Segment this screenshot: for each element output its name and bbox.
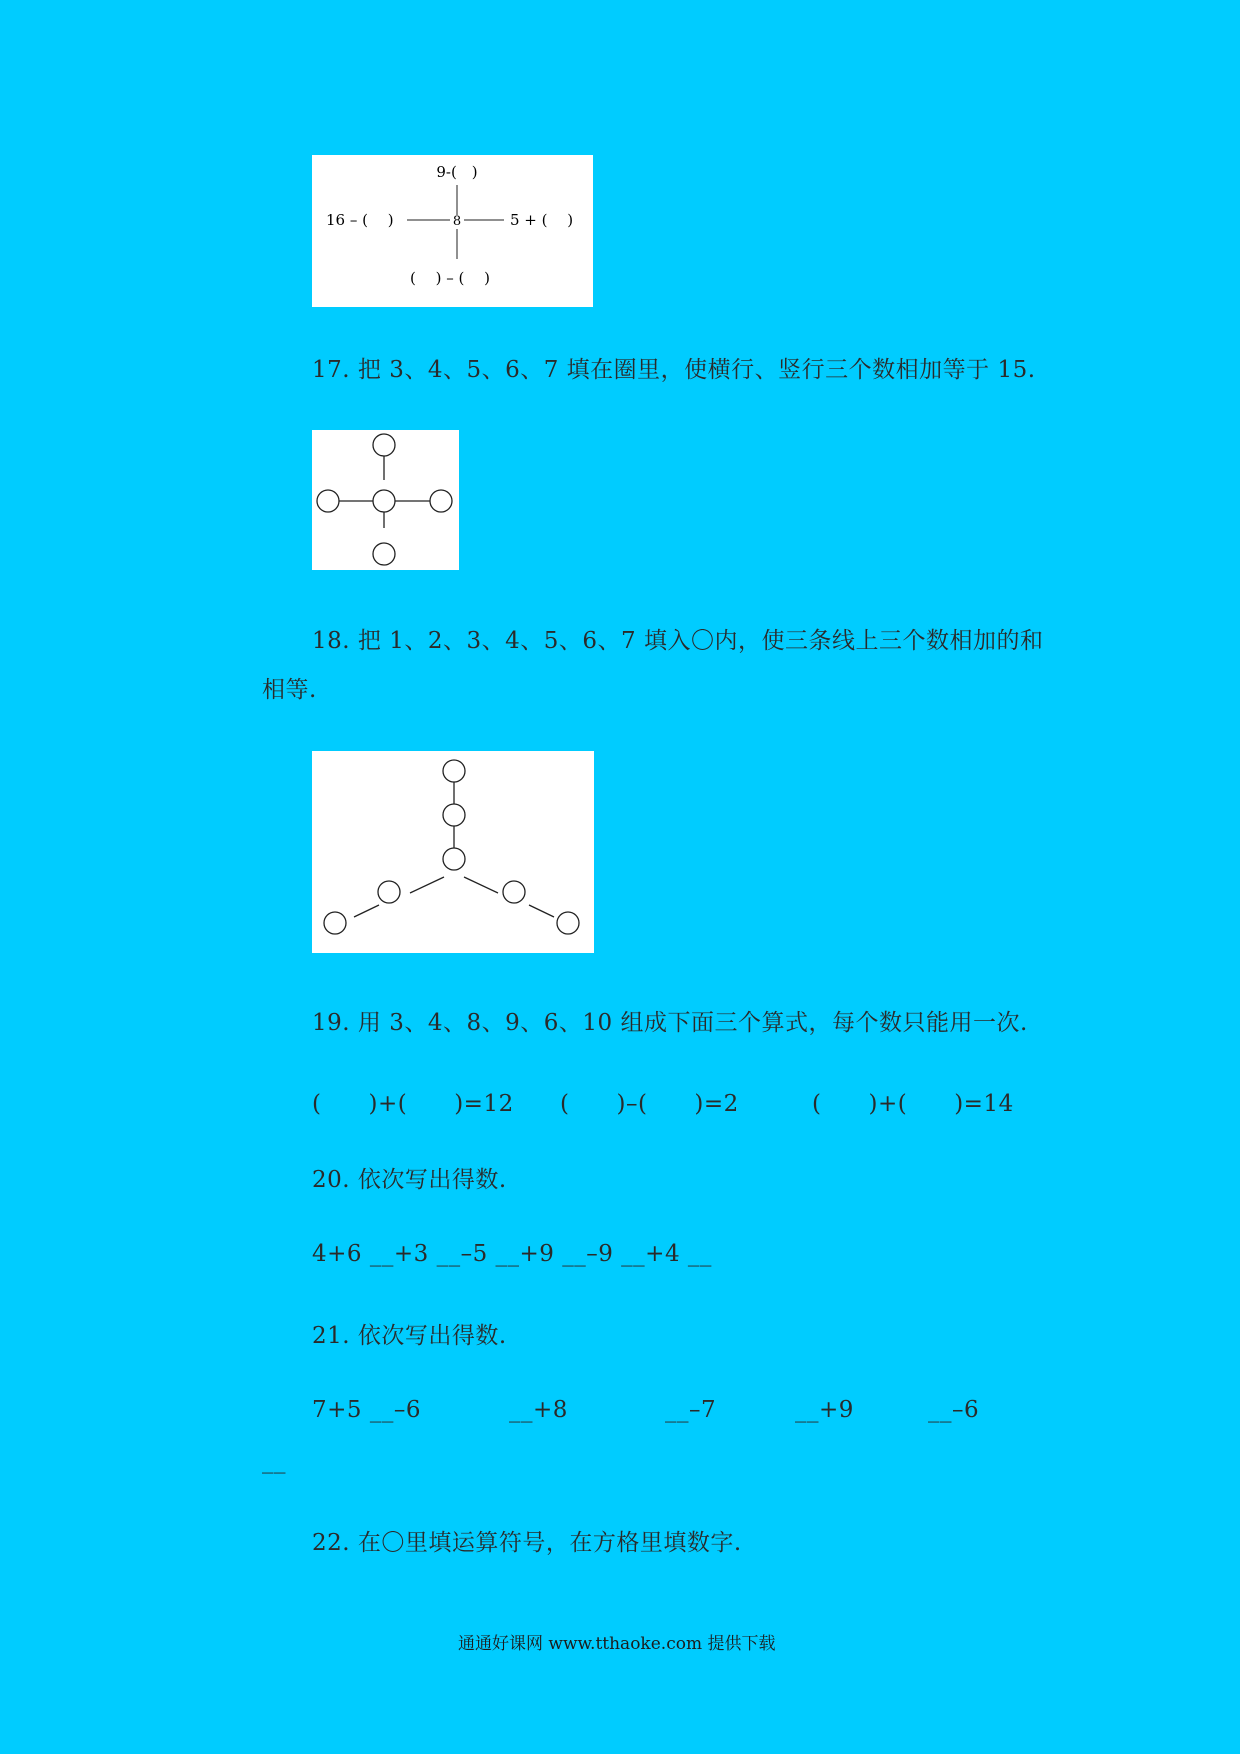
expr-right: 5 + ( ) (510, 211, 574, 229)
page-footer: 通通好课网 www.tthaoke.com 提供下载 (458, 1634, 776, 1654)
y-line-left-2 (354, 905, 379, 917)
y-line-right-1 (464, 877, 498, 893)
expr-left: 16 – ( ) (326, 211, 394, 229)
equation-2: ( )–( )=2 (560, 1091, 739, 1117)
figure-cross-equations (312, 155, 593, 307)
chain-21-step-3: __–7 (665, 1397, 717, 1423)
expr-top: 9-( ) (436, 163, 478, 181)
figure-plus-circles (312, 430, 459, 570)
chain-21-step-4: __+9 (795, 1397, 854, 1423)
circle-center (443, 848, 465, 870)
circle-right (430, 490, 452, 512)
circle-right-inner (503, 881, 525, 903)
circle-right-outer (557, 912, 579, 934)
question-21: 21. 依次写出得数. (312, 1323, 507, 1349)
circle-top (373, 434, 395, 456)
equation-1: ( )+( )=12 (312, 1091, 514, 1117)
circle-bottom (373, 543, 395, 565)
question-18-line1: 18. 把 1、2、3、4、5、6、7 填入〇内，使三条线上三个数相加的和 (312, 628, 1044, 654)
circle-top-inner (443, 804, 465, 826)
chain-21-step-2: __+8 (509, 1397, 568, 1423)
expr-bottom: ( ) – ( ) (410, 269, 490, 287)
circle-left-outer (324, 912, 346, 934)
question-18-line2: 相等. (262, 677, 317, 703)
chain-21-step-1: 7+5 __–6 (312, 1397, 421, 1423)
question-22: 22. 在〇里填运算符号，在方格里填数字. (312, 1530, 742, 1556)
calculation-chain-20: 4+6 __+3 __–5 __+9 __–9 __+4 __ (312, 1241, 712, 1267)
figure-y-circles (312, 751, 594, 953)
chain-21-step-5: __–6 (928, 1397, 980, 1423)
center-number: 8 (452, 214, 462, 229)
circle-left-inner (378, 881, 400, 903)
question-17: 17. 把 3、4、5、6、7 填在圈里，使横行、竖行三个数相加等于 15. (312, 357, 1036, 383)
equation-3: ( )+( )=14 (812, 1091, 1014, 1117)
circle-center (373, 490, 395, 512)
circle-left (317, 490, 339, 512)
chain-21-tail: __ (262, 1448, 286, 1474)
question-20: 20. 依次写出得数. (312, 1167, 507, 1193)
y-line-right-2 (529, 905, 554, 917)
question-19: 19. 用 3、4、8、9、6、10 组成下面三个算式，每个数只能用一次. (312, 1010, 1028, 1036)
circle-top-outer (443, 760, 465, 782)
y-line-left-1 (410, 877, 444, 893)
